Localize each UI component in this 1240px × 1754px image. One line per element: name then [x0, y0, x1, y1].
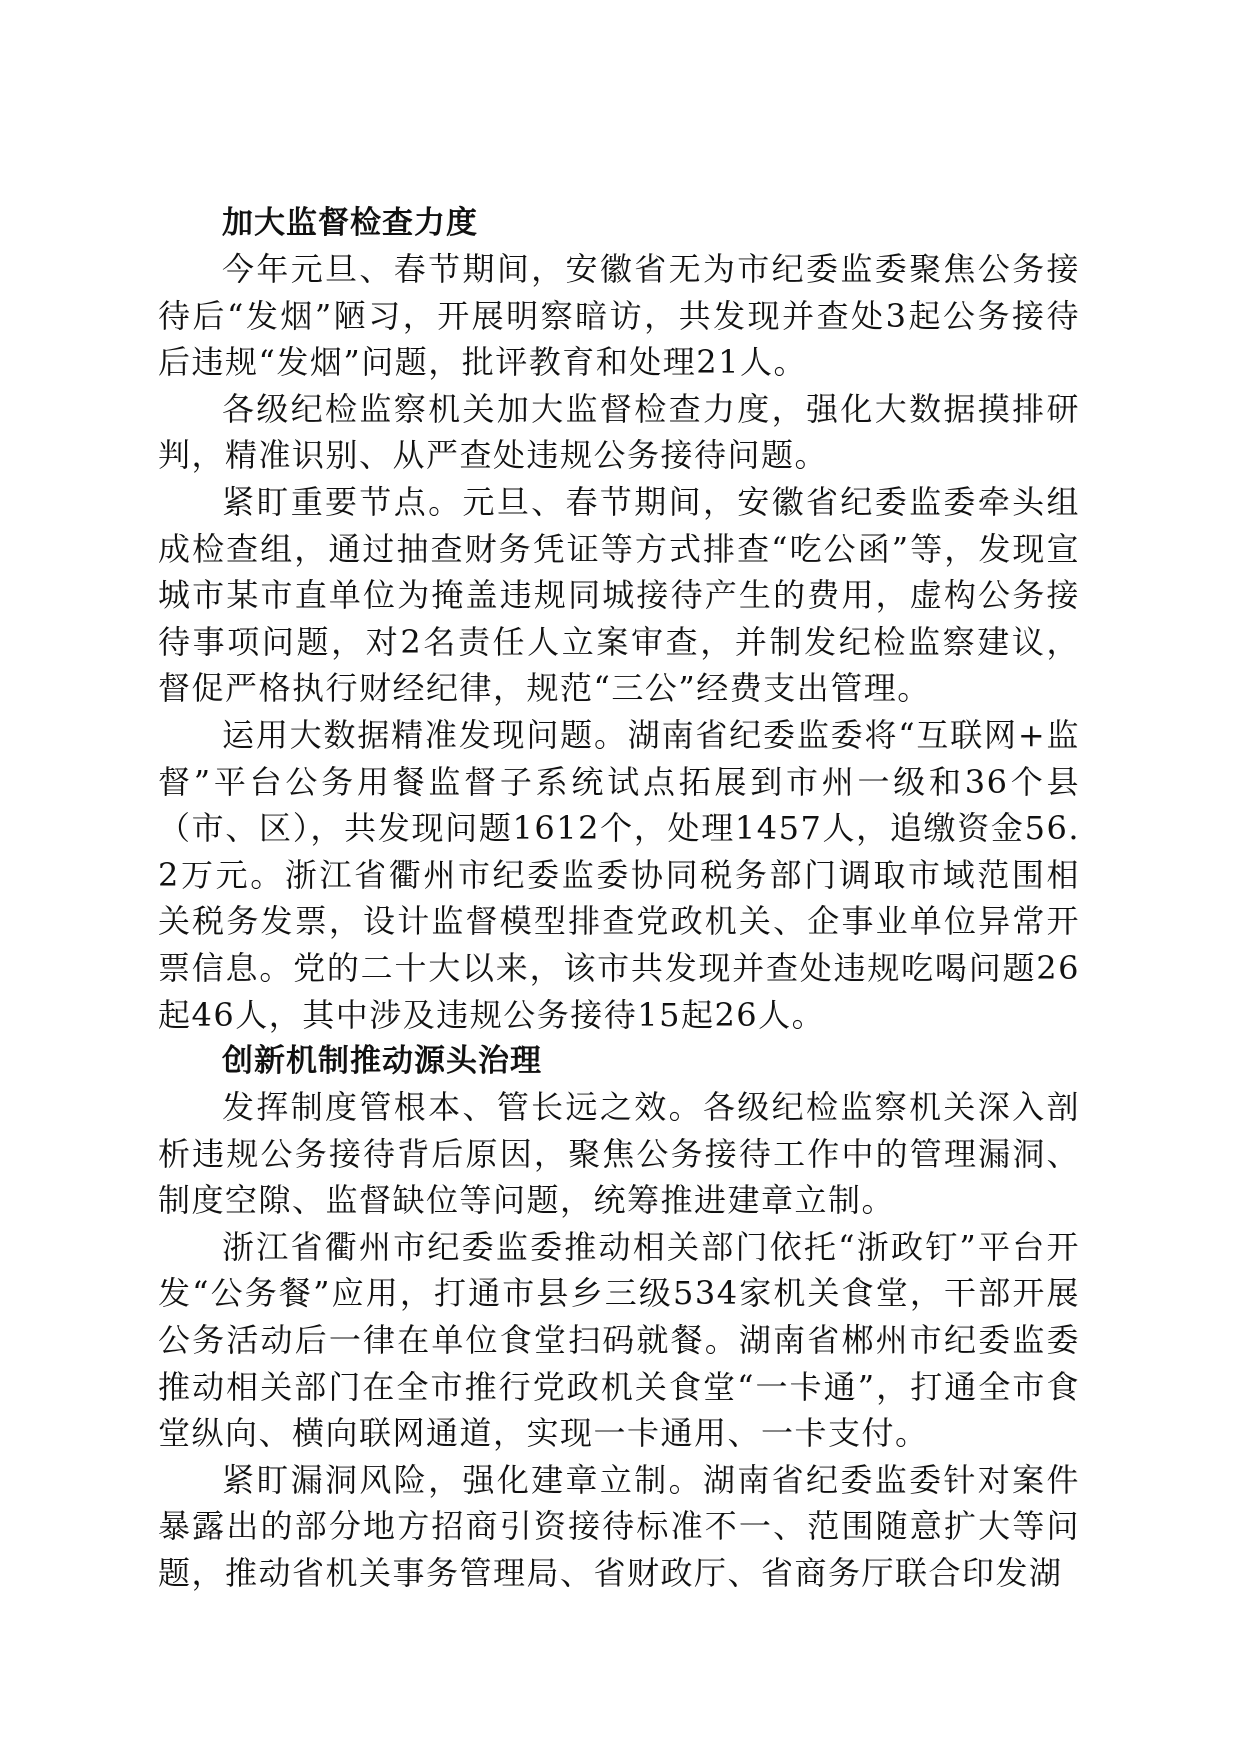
- paragraph-wuwei-case: 今年元旦、春节期间，安徽省无为市纪委监委聚焦公务接待后“发烟”陋习，开展明察暗访，共发现并查处3起公务接待后违规“发烟”问题，批评教育和处理21人。: [158, 250, 1080, 382]
- section-heading-supervision: 加大监督检查力度: [222, 205, 478, 241]
- paragraph-big-data: 运用大数据精准发现问题。湖南省纪委监委将“互联网+监督”平台公务用餐监督子系统试点拓展到市州一级和36个县（市、区），共发现问题1612个，处理1457人，追缴资金56.2万元。浙江省衢州市纪委监委协同税务部门调取市域范围相关税务发票，设计监督模型排查党政机关、企事业单位异常开票信息。党的二十大以来，该市共发现并查处违规吃喝问题26起46人，其中涉及违规公务接待15起26人。: [158, 715, 1080, 1034]
- document-body: [158, 200, 1080, 1597]
- paragraph-key-dates: 紧盯重要节点。元旦、春节期间，安徽省纪委监委牵头组成检查组，通过抽查财务凭证等方式排查“吃公函”等，发现宣城市某市直单位为掩盖违规同城接待产生的费用，虚构公务接待事项问题，对2名责任人立案审查，并制发纪检监察建议，督促严格执行财经纪律，规范“三公”经费支出管理。: [158, 482, 1080, 708]
- paragraph-institutional-role: 发挥制度管根本、管长远之效。各级纪检监察机关深入剖析违规公务接待背后原因，聚焦公务接待工作中的管理漏洞、制度空隙、监督缺位等问题，统筹推进建章立制。: [158, 1088, 1080, 1220]
- paragraph-rule-building: 紧盯漏洞风险，强化建章立制。湖南省纪委监委针对案件暴露出的部分地方招商引资接待标准不一、范围随意扩大等问题，推动省机关事务管理局、省财政厅、省商务厅联合印发湖: [158, 1460, 1080, 1593]
- section-heading-source-governance: 创新机制推动源头治理: [222, 1043, 542, 1080]
- paragraph-supervision-overview: 各级纪检监察机关加大监督检查力度，强化大数据摸排研判，精准识别、从严查处违规公务接待问题。: [158, 389, 1080, 475]
- paragraph-canteen-systems: 浙江省衢州市纪委监委推动相关部门依托“浙政钉”平台开发“公务餐”应用，打通市县乡三级534家机关食堂，干部开展公务活动后一律在单位食堂扫码就餐。湖南省郴州市纪委监委推动相关部门在全市推行党政机关食堂“一卡通”，打通全市食堂纵向、横向联网通道，实现一卡通用、一卡支付。: [158, 1227, 1080, 1453]
